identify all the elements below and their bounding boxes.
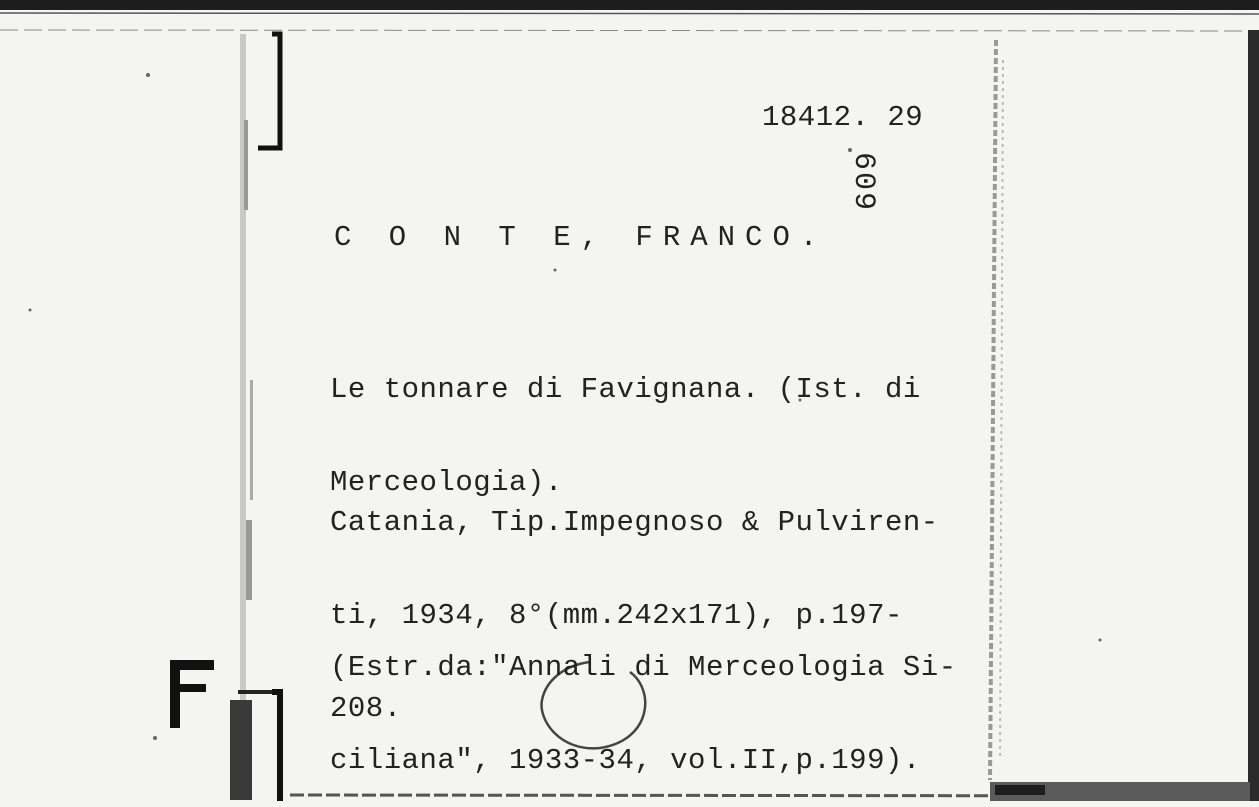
title-line: Merceologia). [330,466,563,499]
note-line: (Estr.da:"Annali di Merceologia Si- [330,651,957,684]
left-margin-speckle [240,34,253,794]
lower-bracket [272,692,280,801]
right-margin-speckle [990,40,1003,780]
author-heading: C O N T E, FRANCO. [334,221,828,254]
vertical-stamp-number: 609 [846,152,880,213]
imprint-line: Catania, Tip.Impegnoso & Pulviren- [330,506,939,539]
upper-bracket [258,34,280,148]
imprint-line: ti, 1934, 8°(mm.242x171), p.197- [330,599,903,632]
f-marker-icon [170,660,214,728]
title-line: Le tonnare di Favignana. (Ist. di [330,373,921,406]
imprint-line: 208. [330,692,402,725]
note-line: ciliana", 1933-34, vol.II,p.199). [330,744,921,777]
note-block [330,590,957,807]
shelfmark-number: 18412. 29 [762,101,924,134]
